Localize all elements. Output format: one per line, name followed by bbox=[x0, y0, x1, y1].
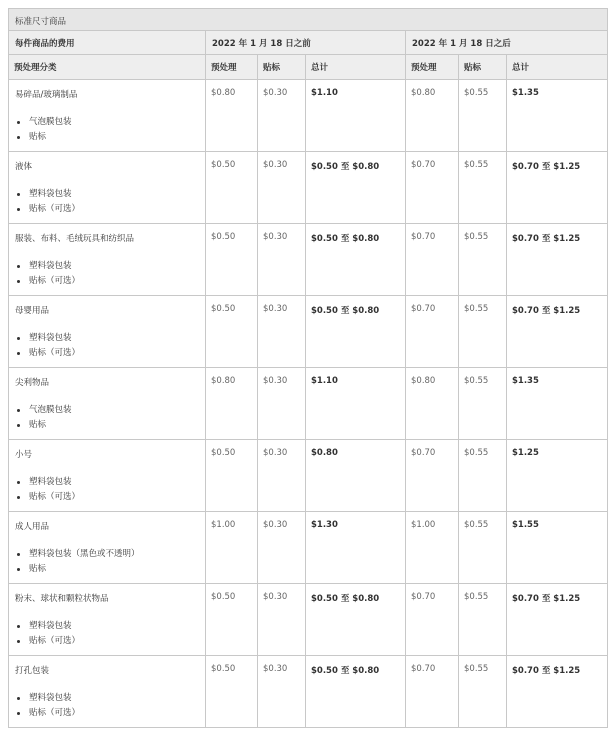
prep-step: 贴标（可选） bbox=[29, 706, 200, 721]
category-cell bbox=[9, 80, 206, 152]
category-name: 打孔包装 bbox=[15, 666, 50, 676]
prep-fee-before: $0.50 bbox=[206, 224, 258, 296]
label-fee-after: $0.55 bbox=[459, 512, 507, 584]
category-cell bbox=[9, 152, 206, 224]
label-fee-after: $0.55 bbox=[459, 296, 507, 368]
total-fee-after: $1.25 bbox=[507, 440, 608, 512]
label-fee-before: $0.30 bbox=[258, 440, 306, 512]
total-fee-before: $1.10 bbox=[306, 368, 406, 440]
col-prep-before-header: 预处理 bbox=[206, 55, 258, 80]
total-fee-before: $0.50 至 $0.80 bbox=[306, 152, 406, 224]
category-cell bbox=[9, 368, 206, 440]
table-row bbox=[9, 656, 608, 728]
label-fee-before: $0.30 bbox=[258, 368, 306, 440]
label-fee-after: $0.55 bbox=[459, 224, 507, 296]
table-row bbox=[9, 296, 608, 368]
total-fee-after: $1.35 bbox=[507, 368, 608, 440]
category-name: 粉末、球状和颗粒状物品 bbox=[15, 594, 109, 604]
table-row bbox=[9, 224, 608, 296]
prep-step: 塑料袋包装 bbox=[29, 691, 200, 706]
prep-fee-before: $0.50 bbox=[206, 656, 258, 728]
prep-steps-list bbox=[15, 547, 200, 577]
prep-step: 贴标（可选） bbox=[29, 346, 200, 361]
period-after-header: 2022 年 1 月 18 日之后 bbox=[406, 31, 608, 55]
prep-steps-list bbox=[15, 187, 200, 217]
prep-steps-list bbox=[15, 115, 200, 145]
prep-fee-before: $0.80 bbox=[206, 80, 258, 152]
table-row bbox=[9, 440, 608, 512]
prep-step: 塑料袋包装 bbox=[29, 331, 200, 346]
prep-fee-table bbox=[8, 8, 608, 728]
prep-step: 气泡膜包装 bbox=[29, 115, 200, 130]
total-fee-before: $1.30 bbox=[306, 512, 406, 584]
label-fee-before: $0.30 bbox=[258, 224, 306, 296]
label-fee-after: $0.55 bbox=[459, 368, 507, 440]
col-category-header: 预处理分类 bbox=[9, 55, 206, 80]
category-cell bbox=[9, 512, 206, 584]
label-fee-before: $0.30 bbox=[258, 296, 306, 368]
prep-fee-before: $0.80 bbox=[206, 368, 258, 440]
prep-step: 塑料袋包装 bbox=[29, 619, 200, 634]
prep-steps-list bbox=[15, 475, 200, 505]
prep-steps-list bbox=[15, 691, 200, 721]
total-fee-after: $1.55 bbox=[507, 512, 608, 584]
category-name: 液体 bbox=[15, 162, 33, 172]
category-name: 小号 bbox=[15, 450, 33, 460]
total-fee-before: $1.10 bbox=[306, 80, 406, 152]
table-row bbox=[9, 368, 608, 440]
prep-step: 塑料袋包装 bbox=[29, 475, 200, 490]
label-fee-after: $0.55 bbox=[459, 80, 507, 152]
label-fee-before: $0.30 bbox=[258, 656, 306, 728]
prep-fee-after: $0.80 bbox=[406, 80, 459, 152]
label-fee-after: $0.55 bbox=[459, 440, 507, 512]
total-fee-after: $0.70 至 $1.25 bbox=[507, 152, 608, 224]
prep-fee-after: $0.70 bbox=[406, 656, 459, 728]
col-total-after-header: 总计 bbox=[507, 55, 608, 80]
prep-step: 贴标（可选） bbox=[29, 274, 200, 289]
prep-step: 贴标 bbox=[29, 418, 200, 433]
category-cell bbox=[9, 440, 206, 512]
total-fee-before: $0.50 至 $0.80 bbox=[306, 656, 406, 728]
total-fee-after: $0.70 至 $1.25 bbox=[507, 224, 608, 296]
prep-steps-list bbox=[15, 403, 200, 433]
prep-step: 塑料袋包装 bbox=[29, 187, 200, 202]
total-fee-after: $0.70 至 $1.25 bbox=[507, 296, 608, 368]
category-cell bbox=[9, 296, 206, 368]
label-fee-after: $0.55 bbox=[459, 656, 507, 728]
table-row bbox=[9, 512, 608, 584]
total-fee-before: $0.80 bbox=[306, 440, 406, 512]
prep-fee-after: $0.70 bbox=[406, 440, 459, 512]
prep-step: 贴标（可选） bbox=[29, 202, 200, 217]
total-fee-after: $0.70 至 $1.25 bbox=[507, 584, 608, 656]
prep-step: 塑料袋包装（黑色或不透明） bbox=[29, 547, 200, 562]
total-fee-before: $0.50 至 $0.80 bbox=[306, 224, 406, 296]
prep-fee-after: $0.80 bbox=[406, 368, 459, 440]
category-cell bbox=[9, 584, 206, 656]
label-fee-before: $0.30 bbox=[258, 512, 306, 584]
total-fee-after: $1.35 bbox=[507, 80, 608, 152]
prep-fee-after: $1.00 bbox=[406, 512, 459, 584]
category-name: 尖利物品 bbox=[15, 378, 50, 388]
total-fee-before: $0.50 至 $0.80 bbox=[306, 584, 406, 656]
category-name: 服装、布料、毛绒玩具和纺织品 bbox=[15, 234, 135, 244]
prep-fee-after: $0.70 bbox=[406, 584, 459, 656]
prep-fee-after: $0.70 bbox=[406, 152, 459, 224]
label-fee-after: $0.55 bbox=[459, 584, 507, 656]
col-total-before-header: 总计 bbox=[306, 55, 406, 80]
prep-fee-before: $0.50 bbox=[206, 584, 258, 656]
prep-fee-before: $0.50 bbox=[206, 152, 258, 224]
category-name: 易碎品/玻璃制品 bbox=[15, 90, 78, 100]
prep-steps-list bbox=[15, 331, 200, 361]
prep-steps-list bbox=[15, 259, 200, 289]
table-row bbox=[9, 584, 608, 656]
col-label-before-header: 贴标 bbox=[258, 55, 306, 80]
label-fee-before: $0.30 bbox=[258, 152, 306, 224]
period-before-header: 2022 年 1 月 18 日之前 bbox=[206, 31, 406, 55]
prep-step: 气泡膜包装 bbox=[29, 403, 200, 418]
prep-steps-list bbox=[15, 619, 200, 649]
total-fee-before: $0.50 至 $0.80 bbox=[306, 296, 406, 368]
prep-fee-after: $0.70 bbox=[406, 224, 459, 296]
label-fee-after: $0.55 bbox=[459, 152, 507, 224]
prep-step: 塑料袋包装 bbox=[29, 259, 200, 274]
category-name: 母婴用品 bbox=[15, 306, 50, 316]
prep-fee-after: $0.70 bbox=[406, 296, 459, 368]
category-cell bbox=[9, 224, 206, 296]
total-fee-after: $0.70 至 $1.25 bbox=[507, 656, 608, 728]
prep-step: 贴标 bbox=[29, 562, 200, 577]
prep-fee-before: $1.00 bbox=[206, 512, 258, 584]
prep-fee-before: $0.50 bbox=[206, 440, 258, 512]
fee-table-container bbox=[8, 8, 607, 728]
table-row bbox=[9, 80, 608, 152]
prep-step: 贴标 bbox=[29, 130, 200, 145]
label-fee-before: $0.30 bbox=[258, 80, 306, 152]
col-label-after-header: 贴标 bbox=[459, 55, 507, 80]
prep-fee-before: $0.50 bbox=[206, 296, 258, 368]
category-cell bbox=[9, 656, 206, 728]
fee-header: 每件商品的费用 bbox=[9, 31, 206, 55]
col-prep-after-header: 预处理 bbox=[406, 55, 459, 80]
table-title: 标准尺寸商品 bbox=[9, 9, 608, 31]
category-name: 成人用品 bbox=[15, 522, 50, 532]
table-row bbox=[9, 152, 608, 224]
label-fee-before: $0.30 bbox=[258, 584, 306, 656]
prep-step: 贴标（可选） bbox=[29, 634, 200, 649]
prep-step: 贴标（可选） bbox=[29, 490, 200, 505]
